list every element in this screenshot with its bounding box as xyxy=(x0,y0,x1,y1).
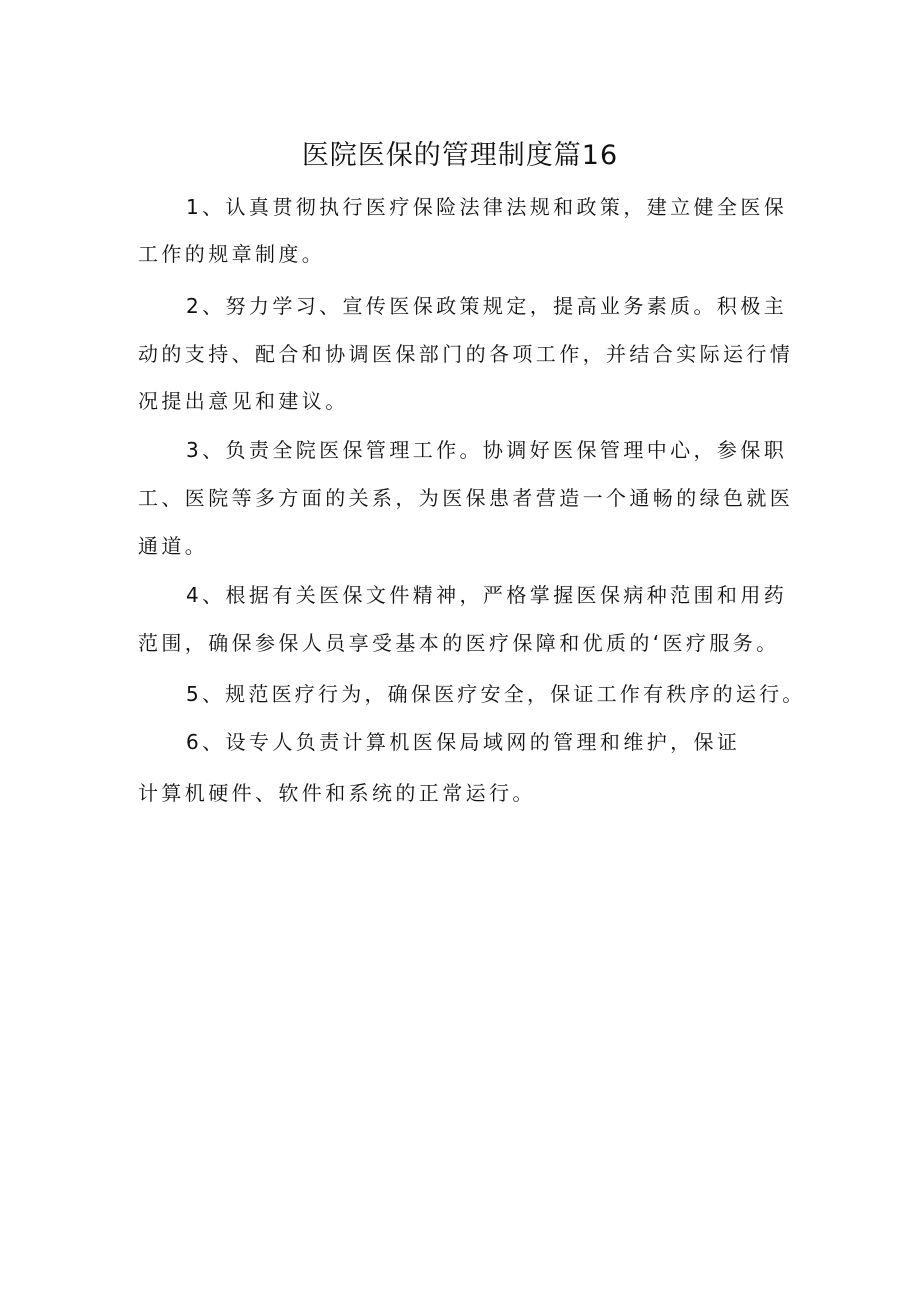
paragraph-line: 5、规范医疗行为，确保医疗安全，保证工作有秩序的运行。 xyxy=(186,682,806,706)
paragraph-line: 计算机硬件、软件和系统的正常运行。 xyxy=(138,781,536,805)
paragraph-line: 2、努力学习、宣传医保政策规定，提高业务素质。积极主 xyxy=(186,294,788,318)
paragraph-line: 6、设专人负责计算机医保局域网的管理和维护，保证 xyxy=(186,730,741,754)
paragraph-line: 况提出意见和建议。 xyxy=(138,389,349,413)
paragraph-line: 3、负责全院医保管理工作。协调好医保管理中心，参保职 xyxy=(186,438,788,462)
paragraph-line: 工、医院等多方面的关系，为医保患者营造一个通畅的绿色就医 xyxy=(138,486,794,510)
page-title: 医院医保的管理制度篇16 xyxy=(301,140,619,171)
paragraph-line: 1、认真贯彻执行医疗保险法律法规和政策，建立健全医保 xyxy=(186,195,788,219)
paragraph-line: 工作的规章制度。 xyxy=(138,242,326,266)
paragraph-line: 通道。 xyxy=(138,534,209,558)
paragraph-line: 动的支持、配合和协调医保部门的各项工作，并结合实际运行情 xyxy=(138,342,794,366)
paragraph-line: 范围，确保参保人员享受基本的医疗保障和优质的‘医疗服务。 xyxy=(138,631,780,655)
paragraph-line: 4、根据有关医保文件精神，严格掌握医保病种范围和用药 xyxy=(186,583,788,607)
